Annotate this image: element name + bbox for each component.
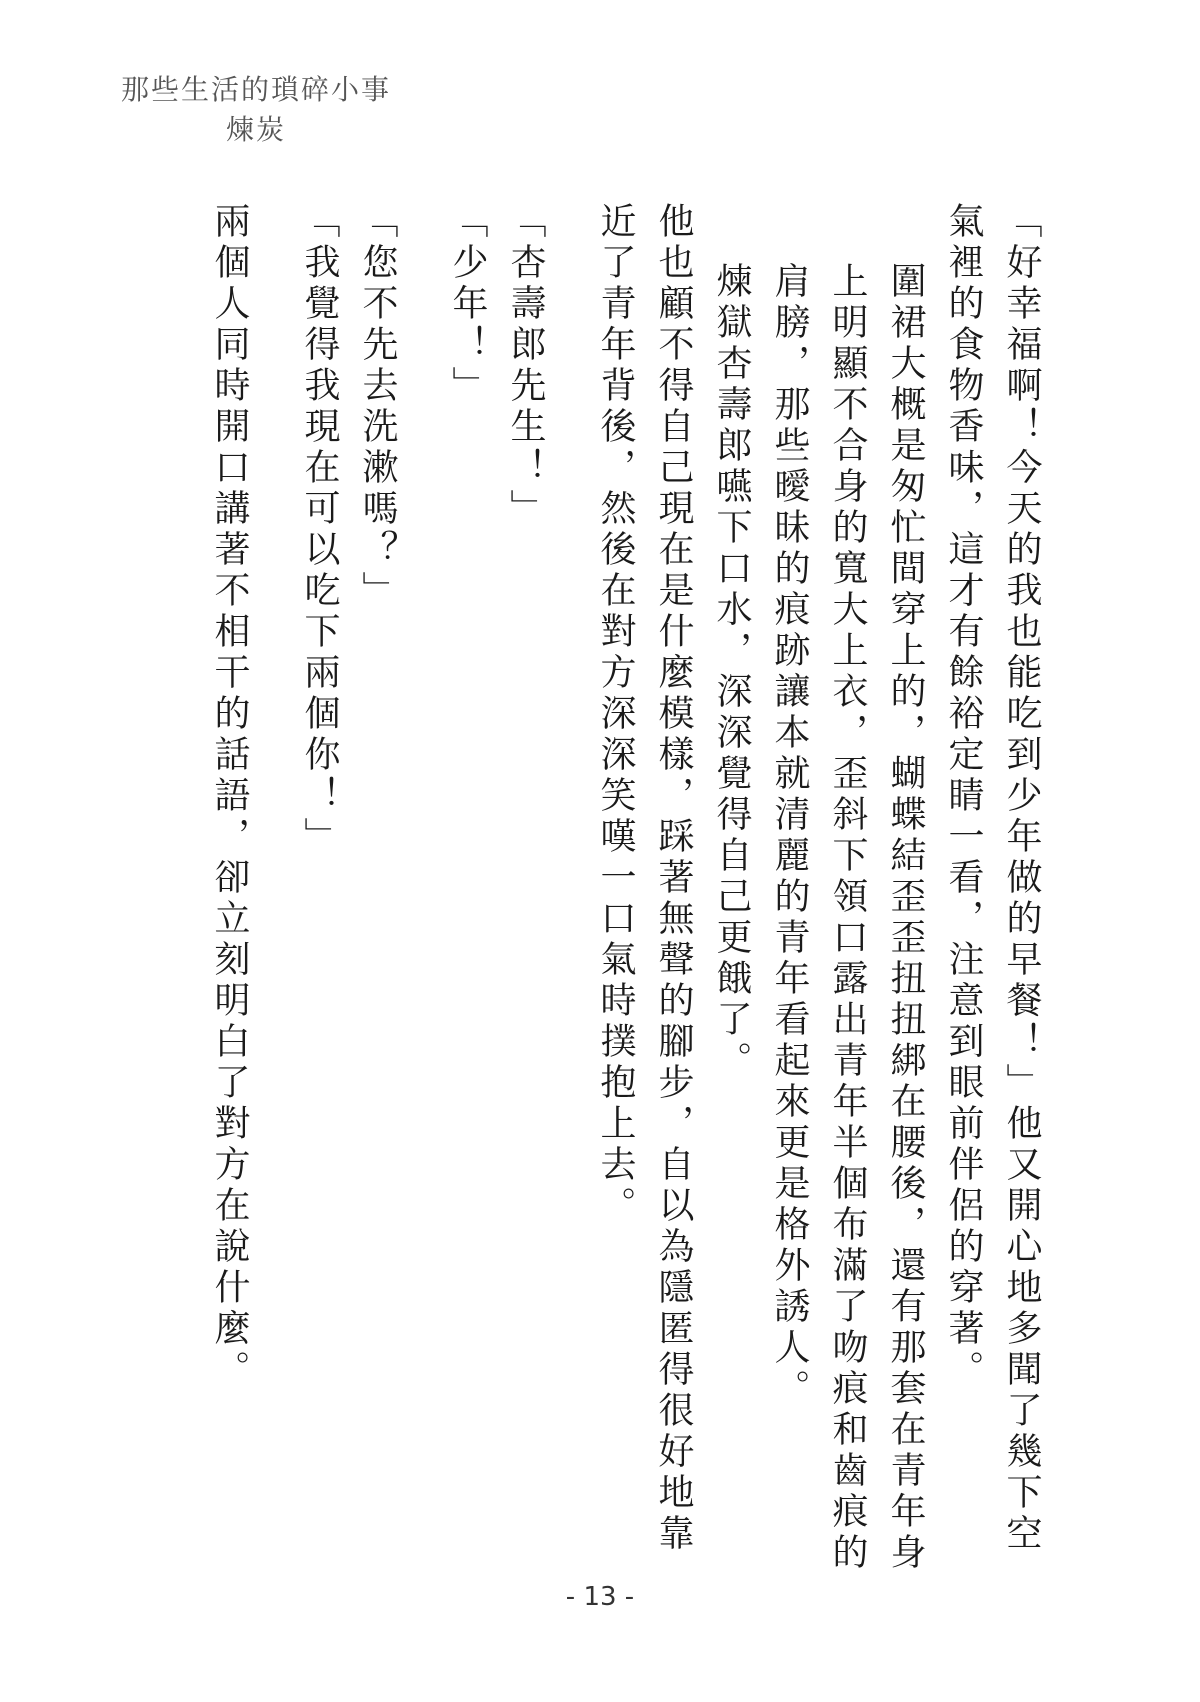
- paragraph: 他也顧不得自己現在是什麼模樣，踩著無聲的腳步，自以為隱匿得很好地靠近了青年背後，然後在對方深深笑嘆一口氣時撲抱上去。: [595, 202, 694, 1555]
- page-header: [96, 70, 416, 150]
- book-title: 那些生活的瑣碎小事: [120, 73, 391, 106]
- paragraph: 煉獄杏壽郎嚥下口水，深深覺得自己更餓了。: [711, 262, 752, 1082]
- paragraph: 圍裙大概是匆忙間穿上的，蝴蝶結歪歪扭扭綁在腰後，還有那套在青年身上明顯不合身的寬大上衣，歪斜下領口露出青年半個布滿了吻痕和齒痕的肩膀，那些曖昧的痕跡讓本就清麗的青年看起來更是格外誘人。: [769, 262, 926, 1574]
- paragraph: 「好幸福啊！今天的我也能吃到少年做的早餐！」他又開心地多聞了幾下空氣裡的食物香味，這才有餘裕定睛一看，注意到眼前伴侶的穿著。: [943, 202, 1042, 1555]
- vertical-body-text: [200, 202, 1050, 1582]
- paragraph: 兩個人同時開口講著不相干的話語，卻立刻明白了對方在說什麼。: [209, 202, 250, 1391]
- dialogue-line: 「我覺得我現在可以吃下兩個你！」: [299, 202, 340, 858]
- page-number: - 13 -: [565, 1582, 635, 1612]
- dialogue-line: 「少年！」: [447, 202, 488, 407]
- dialogue-line: 「杏壽郎先生！」: [505, 202, 546, 530]
- author-name: 煉炭: [225, 113, 286, 146]
- dialogue-line: 「您不先去洗漱嗎？」: [357, 202, 398, 612]
